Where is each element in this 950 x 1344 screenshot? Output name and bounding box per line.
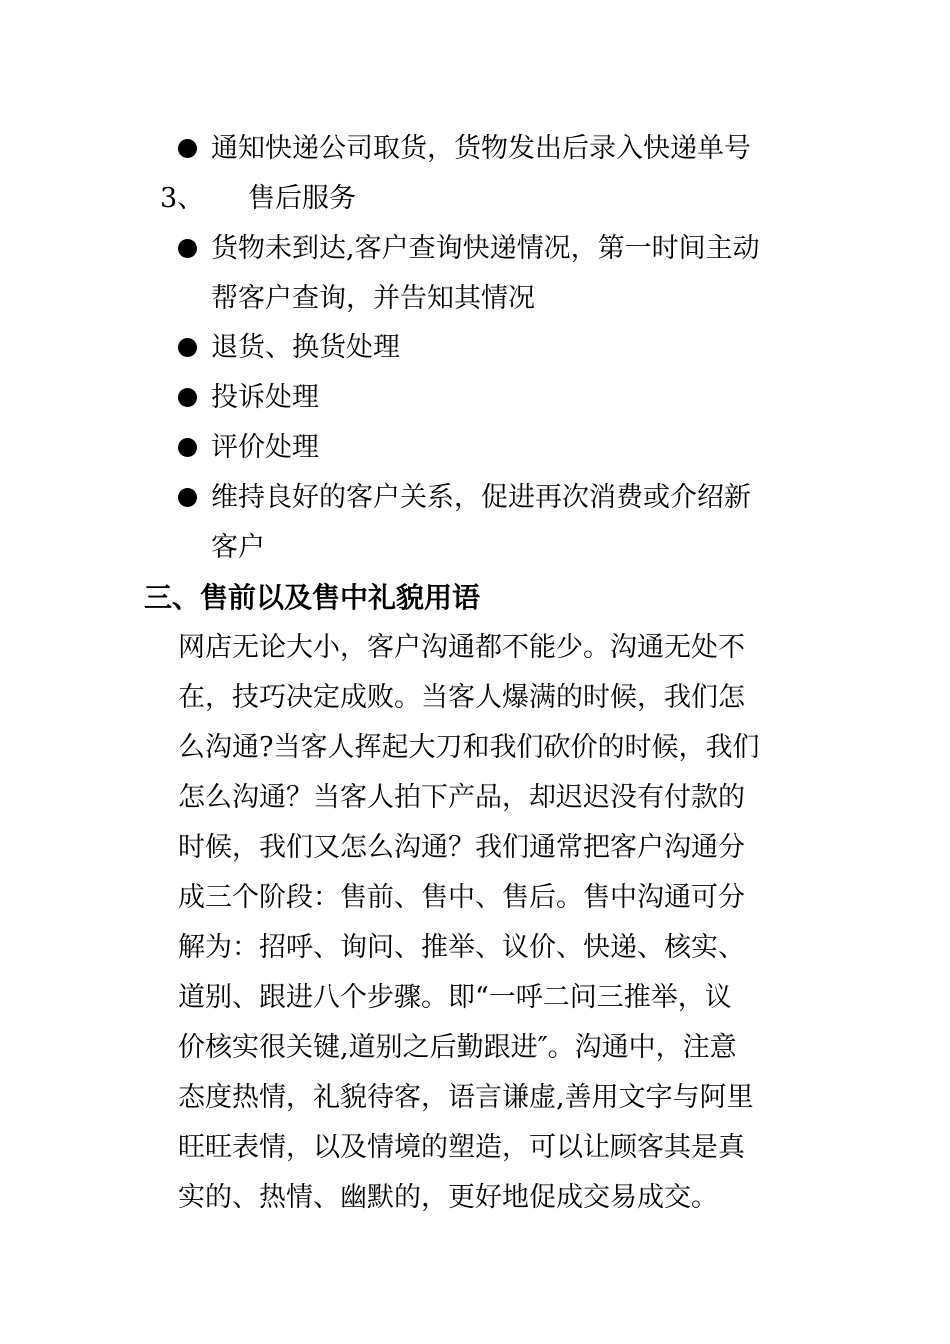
bullet-text <box>211 124 811 174</box>
bullet-line: 通知快递公司取货，货物发出后录入快递单号 <box>211 133 751 164</box>
paragraph-line: 道别、跟进八个步骤。即“一呼二问三推举，议 <box>178 982 732 1013</box>
bullet-line: 帮客户查询，并告知其情况 <box>211 283 535 314</box>
bullet-icon <box>178 239 197 258</box>
paragraph-line: 价核实很关键,道别之后勤跟进″。沟通中，注意 <box>178 1032 737 1063</box>
bullet-line: 投诉处理 <box>211 382 319 413</box>
subsection-title: 售后服务 <box>248 183 356 214</box>
paragraph-line: 网店无论大小，客户沟通都不能少。沟通无处不 <box>178 632 745 663</box>
paragraph-line: 实的、热情、幽默的，更好地促成交易成交。 <box>178 1182 718 1213</box>
bullet-icon <box>178 438 197 457</box>
paragraph-line: 么沟通?当客人挥起大刀和我们砍价的时候，我们 <box>178 732 760 763</box>
subsection-heading <box>160 174 356 224</box>
bullet-icon <box>178 338 197 357</box>
bullet-icon <box>178 488 197 507</box>
paragraph-line: 时候，我们又怎么沟通？我们通常把客户沟通分 <box>178 832 745 863</box>
paragraph-line: 成三个阶段：售前、售中、售后。售中沟通可分 <box>178 882 745 913</box>
paragraph-line: 在，技巧决定成败。当客人爆满的时候，我们怎 <box>178 682 745 713</box>
bullet-text <box>211 323 811 373</box>
paragraph-line: 怎么沟通？当客人拍下产品，却迟迟没有付款的 <box>178 782 745 813</box>
bullet-line: 货物未到达,客户查询快递情况，第一时间主动 <box>211 233 760 264</box>
paragraph-line: 态度热情，礼貌待客，语言谦虚,善用文字与阿里 <box>178 1082 754 1113</box>
bullet-text <box>211 373 811 423</box>
bullet-line: 客户 <box>211 532 265 563</box>
subsection-number: 3、 <box>160 183 205 214</box>
bullet-text <box>211 473 811 573</box>
bullet-line: 维持良好的客户关系，促进再次消费或介绍新 <box>211 482 751 513</box>
bullet-icon <box>178 139 197 158</box>
bullet-line: 退货、换货处理 <box>211 332 400 363</box>
bullet-icon <box>178 388 197 407</box>
paragraph-line: 旺旺表情，以及情境的塑造，可以让顾客其是真 <box>178 1132 745 1163</box>
bullet-text <box>211 423 811 473</box>
body-paragraph <box>178 623 818 1223</box>
paragraph-line: 解为：招呼、询问、推举、议价、快递、核实、 <box>178 932 745 963</box>
bullet-text <box>211 224 811 324</box>
bullet-line: 评价处理 <box>211 432 319 463</box>
section-heading: 三、售前以及售中礼貌用语 <box>144 581 481 614</box>
